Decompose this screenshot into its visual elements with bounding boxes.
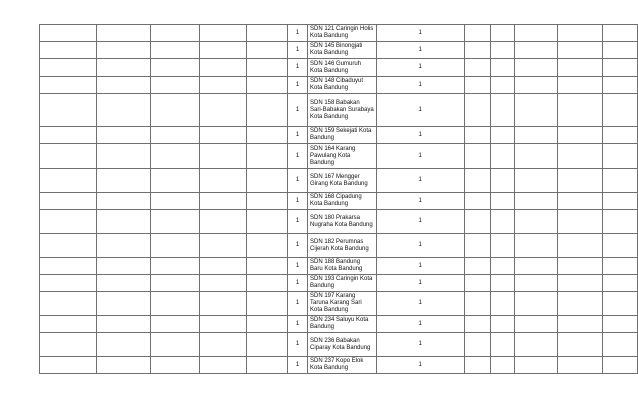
empty-cell [96, 144, 150, 169]
empty-cell [558, 144, 603, 169]
empty-cell [603, 316, 638, 333]
empty-cell [150, 292, 200, 316]
empty-cell [150, 25, 200, 42]
empty-cell [40, 210, 97, 234]
empty-cell [491, 210, 515, 234]
empty-cell [200, 258, 247, 275]
empty-cell [464, 275, 491, 292]
empty-cell [491, 275, 515, 292]
empty-cell [150, 234, 200, 258]
empty-cell [150, 94, 200, 127]
table-row [40, 258, 638, 275]
empty-cell [96, 333, 150, 357]
empty-cell [558, 94, 603, 127]
empty-cell [603, 275, 638, 292]
empty-cell [515, 144, 558, 169]
empty-cell [247, 234, 288, 258]
empty-cell [96, 127, 150, 144]
empty-cell [515, 292, 558, 316]
school-name: SDN 193 Caringin Kota Bandung [308, 275, 377, 292]
row-number: 1 [288, 193, 308, 210]
empty-cell [464, 25, 491, 42]
empty-cell [200, 292, 247, 316]
empty-cell [247, 210, 288, 234]
table-row [40, 25, 638, 42]
empty-cell [491, 258, 515, 275]
empty-cell [464, 94, 491, 127]
row-number: 1 [288, 144, 308, 169]
empty-cell [558, 292, 603, 316]
school-name: SDN 237 Kopo Elok Kota Bandung [308, 357, 377, 374]
empty-cell [603, 77, 638, 94]
empty-cell [603, 193, 638, 210]
empty-cell [558, 42, 603, 59]
empty-cell [96, 42, 150, 59]
row-number: 1 [288, 357, 308, 374]
empty-cell [150, 144, 200, 169]
empty-cell [558, 77, 603, 94]
row-number: 1 [288, 169, 308, 193]
empty-cell [558, 357, 603, 374]
empty-cell [515, 316, 558, 333]
empty-cell [200, 275, 247, 292]
empty-cell [150, 333, 200, 357]
empty-cell [491, 77, 515, 94]
school-name: SDN 197 Karang Taruna Karang Sari Kota Bandung [308, 292, 377, 316]
empty-cell [150, 316, 200, 333]
empty-cell [558, 169, 603, 193]
empty-cell [464, 258, 491, 275]
empty-cell [515, 169, 558, 193]
empty-cell [96, 357, 150, 374]
empty-cell [200, 42, 247, 59]
empty-cell [96, 234, 150, 258]
empty-cell [558, 316, 603, 333]
empty-cell [515, 275, 558, 292]
empty-cell [464, 234, 491, 258]
table-row [40, 292, 638, 316]
school-name: SDN 159 Sekejati Kota Bandung [308, 127, 377, 144]
empty-cell [247, 292, 288, 316]
empty-cell [150, 169, 200, 193]
empty-cell [150, 127, 200, 144]
table-row [40, 94, 638, 127]
empty-cell [96, 275, 150, 292]
table-row [40, 42, 638, 59]
empty-cell [40, 25, 97, 42]
empty-cell [491, 169, 515, 193]
empty-cell [96, 94, 150, 127]
row-number: 1 [288, 275, 308, 292]
empty-cell [464, 193, 491, 210]
empty-cell [515, 333, 558, 357]
row-number: 1 [288, 258, 308, 275]
empty-cell [150, 42, 200, 59]
empty-cell [96, 210, 150, 234]
empty-cell [603, 234, 638, 258]
empty-cell [150, 193, 200, 210]
empty-cell [40, 316, 97, 333]
empty-cell [603, 42, 638, 59]
empty-cell [247, 127, 288, 144]
table-row [40, 357, 638, 374]
empty-cell [515, 357, 558, 374]
empty-cell [603, 333, 638, 357]
table-row [40, 333, 638, 357]
count-cell: 1 [376, 169, 464, 193]
empty-cell [40, 292, 97, 316]
empty-cell [247, 94, 288, 127]
empty-cell [40, 333, 97, 357]
empty-cell [200, 144, 247, 169]
school-name: SDN 168 Cipadung Kota Bandung [308, 193, 377, 210]
count-cell: 1 [376, 94, 464, 127]
empty-cell [515, 94, 558, 127]
empty-cell [40, 94, 97, 127]
empty-cell [603, 210, 638, 234]
count-cell: 1 [376, 292, 464, 316]
empty-cell [247, 169, 288, 193]
empty-cell [491, 42, 515, 59]
empty-cell [96, 193, 150, 210]
school-name: SDN 148 Cibaduyut Kota Bandung [308, 77, 377, 94]
empty-cell [515, 127, 558, 144]
count-cell: 1 [376, 59, 464, 77]
spreadsheet-page [39, 24, 638, 374]
empty-cell [96, 169, 150, 193]
empty-cell [491, 292, 515, 316]
row-number: 1 [288, 292, 308, 316]
empty-cell [150, 210, 200, 234]
empty-cell [40, 144, 97, 169]
table-row [40, 169, 638, 193]
row-number: 1 [288, 127, 308, 144]
empty-cell [40, 169, 97, 193]
school-name: SDN 182 Perumnas Cijerah Kota Bandung [308, 234, 377, 258]
table-row [40, 127, 638, 144]
empty-cell [464, 169, 491, 193]
empty-cell [558, 193, 603, 210]
row-number: 1 [288, 77, 308, 94]
empty-cell [200, 94, 247, 127]
empty-cell [200, 357, 247, 374]
empty-cell [558, 234, 603, 258]
empty-cell [491, 193, 515, 210]
empty-cell [96, 292, 150, 316]
empty-cell [603, 292, 638, 316]
row-number: 1 [288, 25, 308, 42]
empty-cell [464, 333, 491, 357]
school-name: SDN 234 Saluyu Kota Bandung [308, 316, 377, 333]
empty-cell [247, 357, 288, 374]
school-name: SDN 180 Prakarsa Nugraha Kota Bandung [308, 210, 377, 234]
count-cell: 1 [376, 357, 464, 374]
empty-cell [558, 258, 603, 275]
empty-cell [491, 59, 515, 77]
school-name: SDN 158 Babakan Sari-Babakan Surabaya Kota Bandung [308, 94, 377, 127]
empty-cell [515, 42, 558, 59]
empty-cell [200, 333, 247, 357]
empty-cell [96, 59, 150, 77]
empty-cell [464, 144, 491, 169]
table-row [40, 77, 638, 94]
empty-cell [247, 77, 288, 94]
count-cell: 1 [376, 127, 464, 144]
table-row [40, 144, 638, 169]
empty-cell [515, 210, 558, 234]
count-cell: 1 [376, 234, 464, 258]
empty-cell [491, 316, 515, 333]
empty-cell [603, 25, 638, 42]
empty-cell [40, 59, 97, 77]
count-cell: 1 [376, 193, 464, 210]
empty-cell [150, 275, 200, 292]
empty-cell [464, 42, 491, 59]
empty-cell [247, 316, 288, 333]
row-number: 1 [288, 42, 308, 59]
empty-cell [96, 258, 150, 275]
empty-cell [558, 25, 603, 42]
empty-cell [558, 275, 603, 292]
empty-cell [491, 144, 515, 169]
empty-cell [40, 193, 97, 210]
empty-cell [515, 59, 558, 77]
count-cell: 1 [376, 333, 464, 357]
school-name: SDN 164 Karang Pawulang Kota Bandung [308, 144, 377, 169]
empty-cell [247, 42, 288, 59]
empty-cell [247, 275, 288, 292]
row-number: 1 [288, 316, 308, 333]
empty-cell [491, 333, 515, 357]
empty-cell [515, 25, 558, 42]
row-number: 1 [288, 210, 308, 234]
empty-cell [200, 77, 247, 94]
count-cell: 1 [376, 42, 464, 59]
empty-cell [464, 77, 491, 94]
school-name: SDN 145 Binongjati Kota Bandung [308, 42, 377, 59]
empty-cell [40, 77, 97, 94]
empty-cell [491, 234, 515, 258]
empty-cell [40, 234, 97, 258]
empty-cell [247, 333, 288, 357]
empty-cell [200, 234, 247, 258]
empty-cell [603, 127, 638, 144]
count-cell: 1 [376, 25, 464, 42]
empty-cell [96, 25, 150, 42]
empty-cell [558, 127, 603, 144]
table-body [40, 25, 638, 374]
empty-cell [558, 59, 603, 77]
empty-cell [464, 127, 491, 144]
empty-cell [515, 77, 558, 94]
empty-cell [200, 25, 247, 42]
empty-cell [150, 258, 200, 275]
empty-cell [603, 258, 638, 275]
empty-cell [247, 59, 288, 77]
table-row [40, 234, 638, 258]
empty-cell [464, 316, 491, 333]
school-name: SDN 146 Gumuruh Kota Bandung [308, 59, 377, 77]
empty-cell [491, 127, 515, 144]
empty-cell [491, 94, 515, 127]
school-name: SDN 121 Caringin Holis Kota Bandung [308, 25, 377, 42]
empty-cell [200, 316, 247, 333]
empty-cell [247, 144, 288, 169]
empty-cell [40, 357, 97, 374]
empty-cell [603, 169, 638, 193]
school-name: SDN 236 Babakan Ciparay Kota Bandung [308, 333, 377, 357]
count-cell: 1 [376, 258, 464, 275]
empty-cell [603, 94, 638, 127]
empty-cell [464, 59, 491, 77]
table-row [40, 59, 638, 77]
empty-cell [96, 77, 150, 94]
empty-cell [200, 59, 247, 77]
row-number: 1 [288, 94, 308, 127]
empty-cell [603, 59, 638, 77]
empty-cell [96, 316, 150, 333]
empty-cell [40, 275, 97, 292]
table-row [40, 316, 638, 333]
empty-cell [150, 77, 200, 94]
empty-cell [200, 210, 247, 234]
empty-cell [40, 258, 97, 275]
empty-cell [40, 42, 97, 59]
empty-cell [200, 127, 247, 144]
empty-cell [200, 193, 247, 210]
empty-cell [40, 127, 97, 144]
empty-cell [150, 59, 200, 77]
empty-cell [464, 292, 491, 316]
table-row [40, 210, 638, 234]
row-number: 1 [288, 234, 308, 258]
empty-cell [247, 193, 288, 210]
empty-cell [515, 234, 558, 258]
empty-cell [603, 357, 638, 374]
empty-cell [515, 258, 558, 275]
empty-cell [558, 210, 603, 234]
empty-cell [491, 357, 515, 374]
count-cell: 1 [376, 77, 464, 94]
count-cell: 1 [376, 275, 464, 292]
count-cell: 1 [376, 316, 464, 333]
row-number: 1 [288, 333, 308, 357]
empty-cell [247, 25, 288, 42]
count-cell: 1 [376, 144, 464, 169]
table-row [40, 193, 638, 210]
school-name: SDN 167 Mengger Girang Kota Bandung [308, 169, 377, 193]
empty-cell [464, 210, 491, 234]
count-cell: 1 [376, 210, 464, 234]
empty-cell [603, 144, 638, 169]
empty-cell [200, 169, 247, 193]
empty-cell [515, 193, 558, 210]
school-name: SDN 188 Bandung Baru Kota Bandung [308, 258, 377, 275]
empty-cell [558, 333, 603, 357]
school-table [39, 24, 638, 374]
table-row [40, 275, 638, 292]
empty-cell [247, 258, 288, 275]
empty-cell [150, 357, 200, 374]
row-number: 1 [288, 59, 308, 77]
empty-cell [464, 357, 491, 374]
empty-cell [491, 25, 515, 42]
